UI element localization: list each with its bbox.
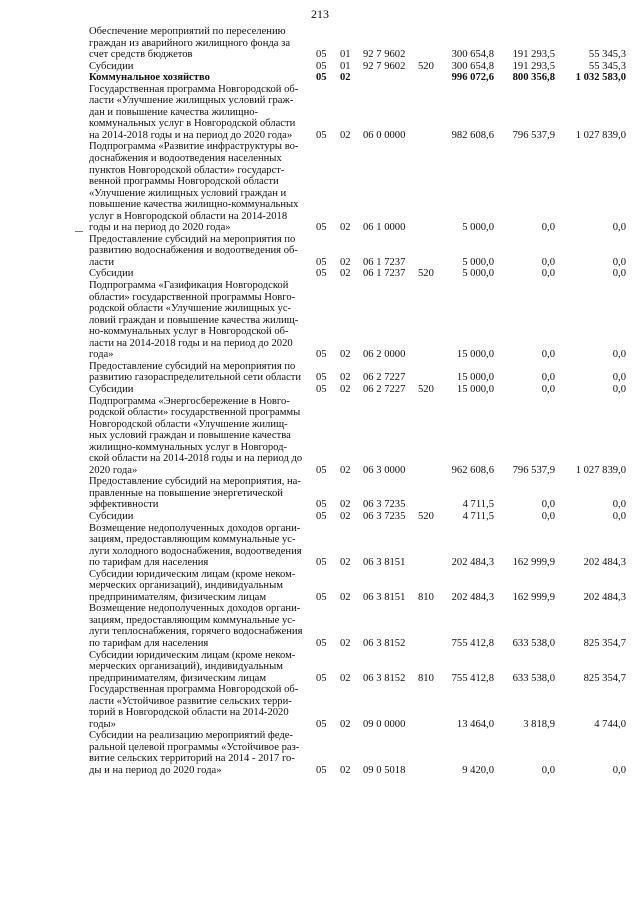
section-code: 05 [316, 510, 327, 522]
section-code: 05 [316, 383, 327, 395]
section-code: 05 [316, 129, 327, 141]
row-description: Подпрограмма «Развитие инфраструктуры во- доснабжения и водоотведения населенных пунктов Новгородской области» государст- венной программы Новгородской области «Улучшение жилищных условий граждан и повышение качества жилищно-коммунальных услуг в Новгородской области на 2014-2018 годы и на период до 2020 года» [89, 141, 299, 234]
target-item-code: 06 2 7227 [363, 383, 406, 395]
subsection-code: 02 [340, 268, 351, 280]
amount-third: 0,0 [612, 765, 626, 776]
row-description: Государственная программа Новгородской об- ласти «Устойчивое развитие сельских терри- торий в Новгородской области на 2014-2020 годы» [89, 684, 299, 730]
row-description: Субсидии юридическим лицам (кроме неком- мерческих организаций), индивидуальным предпринимателям, физическим лицам [89, 568, 296, 603]
amount-second: 796 537,9 [512, 464, 555, 476]
amount-third: 0,0 [612, 349, 626, 361]
subsection-code: 02 [340, 637, 351, 649]
table-row [0, 730, 640, 776]
section-code: 05 [316, 256, 327, 268]
amount-first: 15 000,0 [456, 349, 494, 361]
amount-third: 825 354,7 [583, 672, 626, 684]
amount-first: 9 420,0 [462, 765, 494, 776]
amount-third: 1 032 583,0 [575, 72, 626, 84]
target-item-code: 09 0 5018 [363, 765, 406, 776]
amount-second: 162 999,9 [512, 557, 555, 569]
amount-first: 300 654,8 [451, 60, 494, 72]
amount-first: 4 711,5 [462, 499, 494, 511]
target-item-code: 06 1 0000 [363, 222, 406, 234]
amount-second: 633 538,0 [512, 637, 555, 649]
amount-second: 0,0 [541, 222, 555, 234]
section-code: 05 [316, 718, 327, 730]
subsection-code: 02 [340, 72, 351, 84]
amount-second: 0,0 [541, 510, 555, 522]
amount-second: 0,0 [541, 349, 555, 361]
amount-second: 0,0 [541, 268, 555, 280]
budget-table [0, 26, 640, 777]
table-row [0, 569, 640, 604]
amount-third: 0,0 [612, 268, 626, 280]
amount-first: 15 000,0 [456, 383, 494, 395]
target-item-code: 06 3 7235 [363, 499, 406, 511]
amount-second: 3 818,9 [523, 718, 555, 730]
subsection-code: 01 [340, 49, 351, 61]
table-row [0, 361, 640, 384]
row-description: Государственная программа Новгородской об- ласти «Улучшение жилищных условий граж- дан и повышение качества жилищно- коммунальных услуг в Новгородской области на 2014-2018 годы и на период до 2020 года» [89, 83, 299, 141]
subsection-code: 02 [340, 222, 351, 234]
subsection-code: 02 [340, 718, 351, 730]
section-code: 05 [316, 765, 327, 776]
amount-first: 15 000,0 [456, 372, 494, 384]
subsection-code: 02 [340, 349, 351, 361]
table-row [0, 396, 640, 477]
section-code: 05 [316, 222, 327, 234]
target-item-code: 06 3 7235 [363, 510, 406, 522]
amount-first: 4 711,5 [462, 510, 494, 522]
amount-second: 0,0 [541, 383, 555, 395]
table-row [0, 268, 640, 280]
table-row [0, 523, 640, 569]
amount-second: 796 537,9 [512, 129, 555, 141]
expense-type-code: 520 [418, 268, 434, 280]
amount-second: 191 293,5 [512, 60, 555, 72]
table-row [0, 26, 640, 61]
amount-third: 1 027 839,0 [575, 129, 626, 141]
amount-second: 633 538,0 [512, 672, 555, 684]
subsection-code: 02 [340, 765, 351, 776]
table-row [0, 650, 640, 685]
amount-first: 996 072,6 [451, 72, 494, 84]
target-item-code: 06 3 8152 [363, 672, 406, 684]
amount-third: 0,0 [612, 222, 626, 234]
amount-first: 5 000,0 [462, 256, 494, 268]
expense-type-code: 810 [418, 591, 434, 603]
amount-first: 300 654,8 [451, 49, 494, 61]
section-code: 05 [316, 72, 327, 84]
section-code: 05 [316, 268, 327, 280]
amount-second: 0,0 [541, 372, 555, 384]
target-item-code: 06 0 0000 [363, 129, 406, 141]
section-code: 05 [316, 372, 327, 384]
amount-third: 202 484,3 [583, 591, 626, 603]
row-description: Подпрограмма «Газификация Новгородской области» государственной программы Новго- родской области «Улучшение жилищных ус- ловий граждан и повышение качества жилищ- но-коммунальных услуг в Новгородской об- ласти на 2014-2018 годы и на период до 2020 года» [89, 280, 299, 361]
target-item-code: 06 3 8151 [363, 591, 406, 603]
expense-type-code: 520 [418, 383, 434, 395]
expense-type-code: 520 [418, 60, 434, 72]
target-item-code: 06 3 0000 [363, 464, 406, 476]
target-item-code: 06 3 8152 [363, 637, 406, 649]
expense-type-code: 520 [418, 510, 434, 522]
table-row [0, 476, 640, 511]
section-code: 05 [316, 637, 327, 649]
subsection-code: 02 [340, 499, 351, 511]
amount-second: 800 356,8 [512, 72, 555, 84]
amount-first: 962 608,6 [451, 464, 494, 476]
table-row [0, 603, 640, 649]
row-description: Предоставление субсидий на мероприятия, на- правленные на повышение энергетической эффективности [89, 476, 301, 511]
subsection-code: 02 [340, 464, 351, 476]
subsection-code: 02 [340, 557, 351, 569]
expense-type-code: 810 [418, 672, 434, 684]
table-row [0, 684, 640, 730]
row-description: Возмещение недополученных доходов органи- зациям, предоставляющим коммунальные ус- луги холодного водоснабжения, водоотведения по тарифам для населения [89, 522, 302, 569]
amount-first: 982 608,6 [451, 129, 494, 141]
row-description: Возмещение недополученных доходов органи- зациям, предоставляющим коммунальные ус- луги теплоснабжения, горячего водоснабжения по тарифам для населения [89, 603, 303, 649]
amount-third: 4 744,0 [594, 718, 626, 730]
row-description: Субсидии юридическим лицам (кроме неком- мерческих организаций), индивидуальным предпринимателям, физическим лицам [89, 649, 296, 684]
subsection-code: 02 [340, 510, 351, 522]
amount-third: 1 027 839,0 [575, 464, 626, 476]
target-item-code: 09 0 0000 [363, 718, 406, 730]
table-row [0, 72, 640, 84]
target-item-code: 06 1 7237 [363, 256, 406, 268]
amount-first: 5 000,0 [462, 222, 494, 234]
amount-second: 162 999,9 [512, 591, 555, 603]
amount-first: 755 412,8 [451, 637, 494, 649]
amount-first: 202 484,3 [451, 557, 494, 569]
amount-third: 0,0 [612, 256, 626, 268]
subsection-code: 02 [340, 672, 351, 684]
amount-third: 0,0 [612, 372, 626, 384]
row-description: Подпрограмма «Энергосбережение в Новго- родской области» государственной программы Новгородской области «Улучшение жилищ- ных условий граждан и повышение качества жилищно-коммунальных услуг в Новгород- ской области на 2014-2018 годы и на период до 2020 года» [89, 395, 303, 476]
amount-third: 825 354,7 [583, 637, 626, 649]
target-item-code: 06 3 8151 [363, 557, 406, 569]
target-item-code: 06 1 7237 [363, 268, 406, 280]
amount-second: 191 293,5 [512, 49, 555, 61]
subsection-code: 02 [340, 129, 351, 141]
row-description: Предоставление субсидий на мероприятия по развитию газораспределительной сети области [89, 360, 302, 384]
section-code: 05 [316, 464, 327, 476]
row-description: Субсидии [89, 383, 134, 395]
subsection-code: 02 [340, 383, 351, 395]
section-code: 05 [316, 49, 327, 61]
subsection-code: 01 [340, 60, 351, 72]
section-code: 05 [316, 557, 327, 569]
amount-third: 55 345,3 [588, 60, 626, 72]
table-row [0, 280, 640, 361]
table-row [0, 61, 640, 73]
row-description: Субсидии [89, 60, 134, 72]
amount-first: 755 412,8 [451, 672, 494, 684]
section-code: 05 [316, 672, 327, 684]
amount-third: 0,0 [612, 499, 626, 511]
amount-third: 55 345,3 [588, 49, 626, 61]
section-code: 05 [316, 499, 327, 511]
table-row [0, 84, 640, 142]
table-row [0, 141, 640, 233]
row-description: Субсидии на реализацию мероприятий феде- ральной целевой программы «Устойчивое раз- витие сельских территорий на 2014 - 2017 го- ды и на период до 2020 года» [89, 730, 300, 776]
target-item-code: 92 7 9602 [363, 49, 406, 61]
row-description: Предоставление субсидий на мероприятия по развитию водоснабжения и водоотведения об- ласти [89, 233, 298, 268]
subsection-code: 02 [340, 372, 351, 384]
subsection-code: 02 [340, 591, 351, 603]
section-code: 05 [316, 60, 327, 72]
section-code: 05 [316, 349, 327, 361]
row-description: Обеспечение мероприятий по переселению граждан из аварийного жилищного фонда за счет средств бюджетов [89, 26, 291, 61]
amount-second: 0,0 [541, 256, 555, 268]
target-item-code: 06 2 7227 [363, 372, 406, 384]
row-description: Коммунальное хозяйство [89, 72, 210, 84]
row-description: Субсидии [89, 510, 134, 522]
amount-first: 13 464,0 [456, 718, 494, 730]
amount-second: 0,0 [541, 499, 555, 511]
subsection-code: 02 [340, 256, 351, 268]
target-item-code: 06 2 0000 [363, 349, 406, 361]
amount-third: 0,0 [612, 383, 626, 395]
target-item-code: 92 7 9602 [363, 60, 406, 72]
amount-first: 5 000,0 [462, 268, 494, 280]
amount-third: 202 484,3 [583, 557, 626, 569]
table-row [0, 384, 640, 396]
table-row [0, 511, 640, 523]
amount-second: 0,0 [541, 765, 555, 776]
row-description: Субсидии [89, 268, 134, 280]
table-row [0, 234, 640, 269]
amount-first: 202 484,3 [451, 591, 494, 603]
page-number: 213 [311, 7, 329, 21]
amount-third: 0,0 [612, 510, 626, 522]
section-code: 05 [316, 591, 327, 603]
